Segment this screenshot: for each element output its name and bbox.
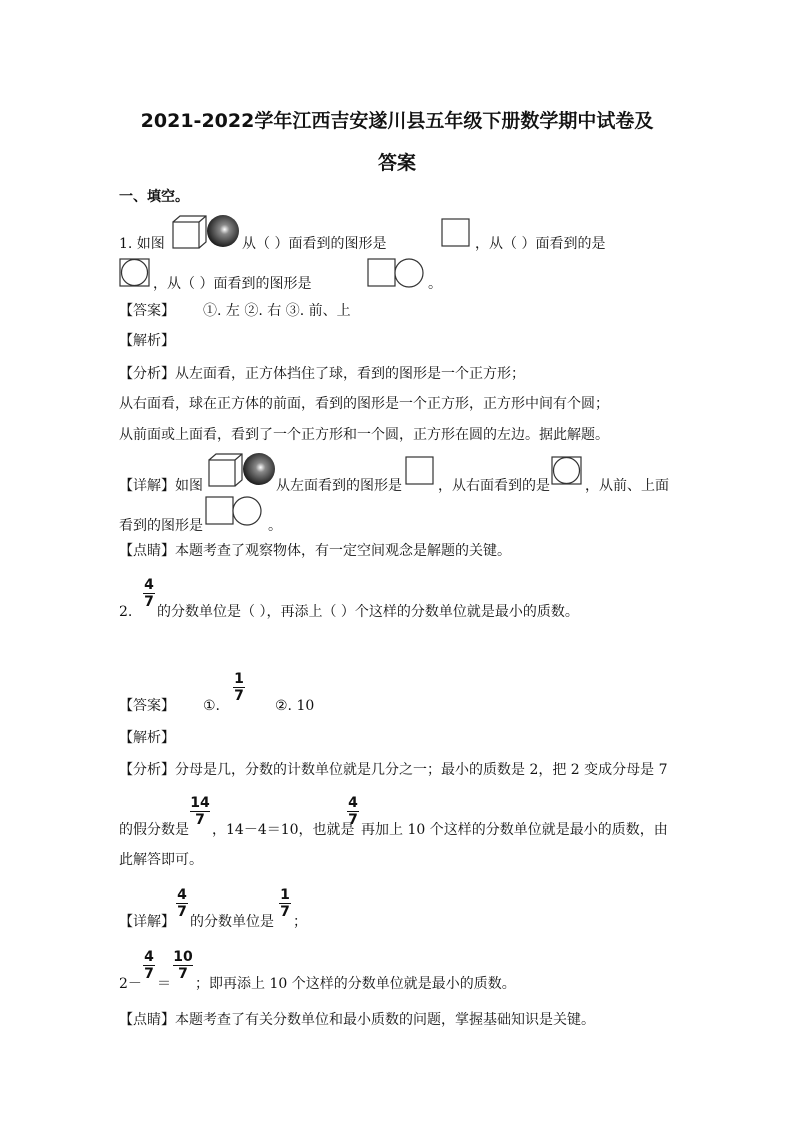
q2-ans-2: ②. 10 bbox=[275, 698, 315, 714]
q1-fenxi-3: 从前面或上面看，看到了一个正方形和一个圆，正方形在圆的左边。据此解题。 bbox=[119, 427, 609, 443]
fraction-numerator: 1 bbox=[280, 887, 290, 903]
q1-xiangjie-d: ，从前、上面 bbox=[585, 478, 669, 494]
q2-fenxi-1: 分母是几，分数的计数单位就是几分之一；最小的质数是 2，把 2 变成分母是 7 bbox=[175, 762, 668, 778]
q2-fenxi-3: 此解答即可。 bbox=[119, 852, 203, 868]
fraction-1-7-b bbox=[279, 887, 291, 920]
q1-xiangjie-f: 。 bbox=[268, 518, 282, 534]
q1-xiangjie-b: 从左面看到的图形是 bbox=[276, 478, 402, 494]
fenxi-label-2: 【分析】 bbox=[119, 762, 175, 778]
answer-label: 【答案】 bbox=[119, 303, 175, 319]
fraction-numerator: 10 bbox=[173, 949, 193, 965]
fraction-4-7-c bbox=[176, 887, 188, 920]
answer-label-2: 【答案】 bbox=[119, 698, 175, 714]
view-square-figure bbox=[441, 218, 471, 248]
q2-number: 2. bbox=[119, 604, 133, 620]
page-title: 2021-2022学年江西吉安遂川县五年级下册数学期中试卷及 bbox=[140, 110, 654, 132]
fraction-14-7 bbox=[190, 795, 210, 828]
fraction-denominator: 7 bbox=[348, 812, 358, 828]
q1-stem-d: ，从（ ）面看到的图形是 bbox=[153, 276, 312, 292]
page-title-line2: 答案 bbox=[377, 152, 416, 174]
q1-stem-c: ，从（ ）面看到的是 bbox=[475, 236, 606, 252]
fraction-denominator: 7 bbox=[190, 811, 210, 828]
q1-xiangjie-c: ，从右面看到的是 bbox=[438, 478, 550, 494]
dianjing-label: 【点睛】 bbox=[119, 543, 175, 559]
square-with-circle-figure-2 bbox=[551, 456, 583, 486]
fraction-numerator: 1 bbox=[234, 671, 244, 687]
analysis-heading: 【解析】 bbox=[119, 333, 175, 349]
q2-dianjing: 本题考查了有关分数单位和最小质数的问题，掌握基础知识是关键。 bbox=[175, 1012, 595, 1028]
q2-eq-c: ；即再添上 10 个这样的分数单位就是最小的质数。 bbox=[195, 976, 516, 992]
q1-answer: ①. 左 ②. 右 ③. 前、上 bbox=[203, 303, 351, 319]
fraction-4-7-b bbox=[347, 795, 359, 828]
fraction-numerator: 4 bbox=[144, 949, 154, 965]
fraction-denominator: 7 bbox=[234, 688, 244, 704]
q1-stem-start: 1. 如图 bbox=[119, 236, 165, 252]
q2-stem: 的分数单位是（ ），再添上（ ）个这样的分数单位就是最小的质数。 bbox=[157, 604, 579, 620]
square-and-circle-figure-2 bbox=[205, 496, 265, 526]
fraction-numerator: 14 bbox=[190, 795, 210, 811]
analysis-heading-2: 【解析】 bbox=[119, 730, 175, 746]
cube-sphere-figure-2 bbox=[206, 452, 276, 488]
xiangjie-label-2: 【详解】 bbox=[119, 914, 175, 930]
fraction-numerator: 4 bbox=[144, 577, 154, 593]
fenxi-label: 【分析】 bbox=[119, 366, 175, 382]
cube-sphere-figure bbox=[170, 214, 240, 250]
section-heading: 一、填空。 bbox=[119, 189, 189, 205]
fraction-denominator: 7 bbox=[144, 594, 154, 610]
fraction-denominator: 7 bbox=[177, 904, 187, 920]
q2-eq-b: ＝ bbox=[157, 976, 171, 992]
dianjing-label-2: 【点睛】 bbox=[119, 1012, 175, 1028]
q2-xiangjie-b: ； bbox=[293, 914, 307, 930]
q2-fenxi-2b: ，14－4＝10，也就是 bbox=[212, 822, 355, 838]
q2-eq-a: 2－ bbox=[119, 976, 142, 992]
q1-fenxi-2: 从右面看，球在正方体的前面，看到的图形是一个正方形，正方形中间有个圆； bbox=[119, 396, 609, 412]
fraction-numerator: 4 bbox=[177, 887, 187, 903]
q2-fenxi-2a: 的假分数是 bbox=[119, 822, 189, 838]
q2-xiangjie-a: 的分数单位是 bbox=[190, 914, 274, 930]
fraction-4-7-d bbox=[143, 949, 155, 982]
q1-xiangjie-a: 如图 bbox=[175, 478, 203, 494]
q1-fenxi-1: 从左面看，正方体挡住了球，看到的图形是一个正方形； bbox=[175, 366, 525, 382]
fraction-numerator: 4 bbox=[348, 795, 358, 811]
fraction-4-7 bbox=[143, 577, 155, 610]
square-with-circle-figure bbox=[119, 258, 151, 288]
fraction-1-7 bbox=[233, 671, 245, 704]
view-square-figure-2 bbox=[405, 456, 435, 486]
fraction-denominator: 7 bbox=[144, 966, 154, 982]
square-and-circle-figure bbox=[367, 258, 427, 288]
fraction-denominator: 7 bbox=[173, 965, 193, 982]
fraction-denominator: 7 bbox=[280, 904, 290, 920]
q1-dianjing: 本题考查了观察物体，有一定空间观念是解题的关键。 bbox=[175, 543, 511, 559]
q1-stem-b: 从（ ）面看到的图形是 bbox=[242, 236, 387, 252]
q2-fenxi-2c: 再加上 10 个这样的分数单位就是最小的质数，由 bbox=[361, 822, 668, 838]
q1-xiangjie-e: 看到的图形是 bbox=[119, 518, 203, 534]
xiangjie-label: 【详解】 bbox=[119, 478, 175, 494]
fraction-10-7 bbox=[173, 949, 193, 982]
q2-ans-1: ①. bbox=[203, 698, 221, 714]
q1-stem-end: 。 bbox=[428, 276, 442, 292]
